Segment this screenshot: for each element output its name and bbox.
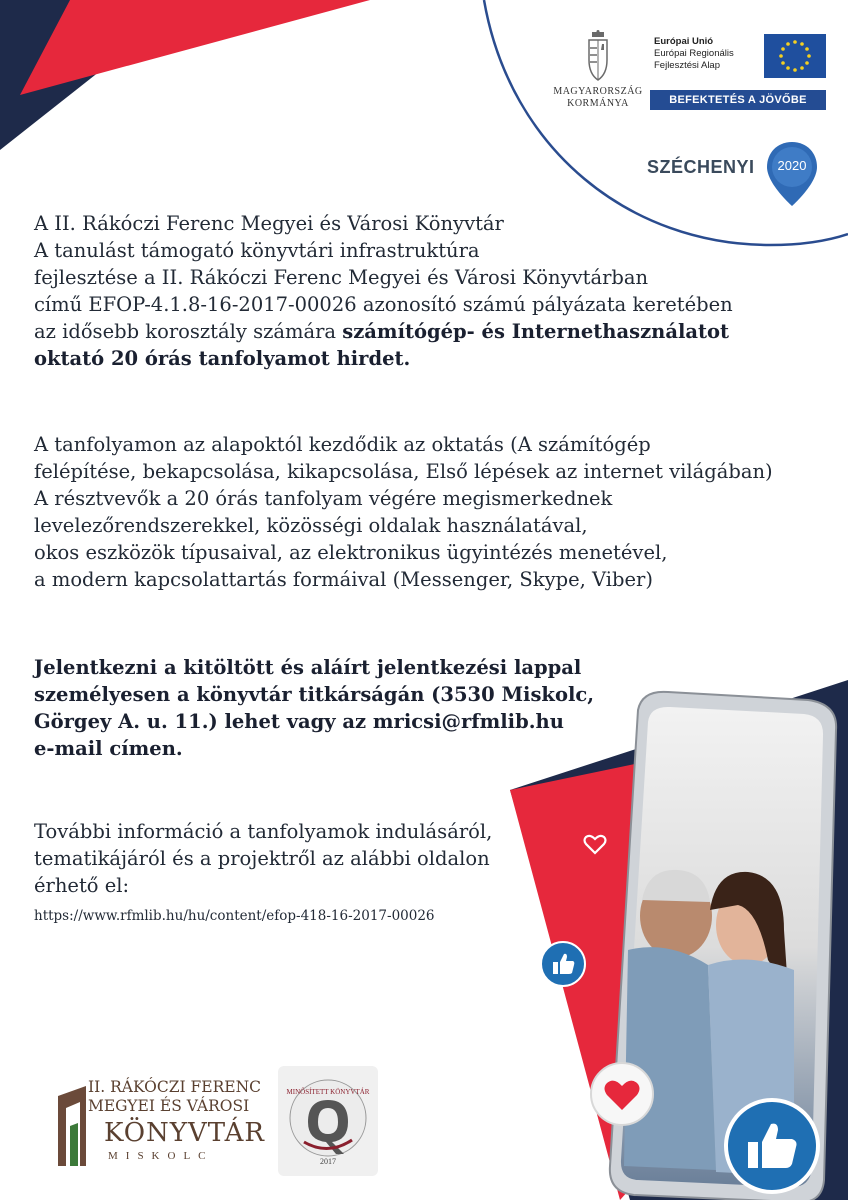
intro-line-6-bold: oktató 20 órás tanfolyamot hirdet.: [34, 347, 411, 370]
info-line-3: érhető el:: [34, 874, 130, 897]
intro-line-5-bold: számítógép- és Internethasználatot: [342, 320, 730, 343]
course-line-4: levelezőrendszerekkel, közösségi oldalak használatával,: [34, 514, 588, 537]
eu-logo-block: [650, 34, 826, 110]
eu-text: [654, 36, 734, 72]
intro-line-6: [34, 345, 733, 372]
library-name-line3: KÖNYVTÁR: [104, 1118, 266, 1148]
paragraph-intro: [34, 210, 733, 372]
gov-name-line2: KORMÁNYA: [567, 98, 629, 109]
info-line-1: További információ a tanfolyamok indulásáról,: [34, 820, 493, 843]
eu-line3: Fejlesztési Alap: [654, 60, 721, 71]
intro-line-5-plain: az idősebb korosztály számára: [34, 320, 343, 343]
eu-flag-icon: [764, 34, 826, 78]
course-line-6: a modern kapcsolattartás formáival (Messenger, Skype, Viber): [34, 568, 653, 591]
paragraph-registration: [34, 654, 594, 762]
library-logo: [56, 1078, 268, 1168]
intro-line-1: A II. Rákóczi Ferenc Megyei és Városi Könyvtár: [34, 212, 504, 235]
eu-line2: Európai Regionális: [654, 48, 734, 59]
hungarian-government-logo: [553, 30, 643, 110]
gov-name-line1: MAGYARORSZÁG: [553, 86, 643, 97]
location-pin-icon: [764, 140, 820, 210]
eu-line1: Európai Unió: [654, 36, 714, 47]
course-line-5: okos eszközök típusaival, az elektronikus ügyintézés menetével,: [34, 541, 668, 564]
paragraph-course: [34, 431, 773, 593]
quality-library-badge: [278, 1066, 378, 1176]
badge-year: 2017: [320, 1157, 336, 1166]
project-url-link[interactable]: https://www.rfmlib.hu/hu/content/efop-418-16-2017-00026: [34, 908, 435, 924]
heart-reaction-icon: [588, 1060, 656, 1128]
library-name-line1: II. RÁKÓCZI FERENC: [88, 1078, 261, 1096]
thumbs-up-small-icon: [539, 940, 587, 988]
course-line-1: A tanfolyamon az alapoktól kezdődik az oktatás (A számítógép: [34, 433, 651, 456]
intro-line-2: A tanulást támogató könyvtári infrastruktúra: [34, 239, 480, 262]
registration-line-3: Görgey A. u. 11.) lehet vagy az mricsi@rfmlib.hu: [34, 710, 564, 733]
paragraph-more-info: [34, 818, 492, 899]
library-name-line2: MEGYEI ÉS VÁROSI: [88, 1097, 250, 1115]
quality-q-icon: [286, 1074, 370, 1168]
thumbs-up-large-icon: [722, 1096, 822, 1196]
registration-line-2: személyesen a könyvtár titkárságán (3530 Miskolc,: [34, 683, 595, 706]
course-line-2: felépítése, bekapcsolása, kikapcsolása, Első lépések az internet világában): [34, 460, 773, 483]
intro-line-5: [34, 318, 733, 345]
registration-line-4: e-mail címen.: [34, 737, 183, 760]
library-city: MISKOLC: [108, 1150, 214, 1162]
course-line-3: A résztvevők a 20 órás tanfolyam végére megismerkednek: [34, 487, 613, 510]
eu-slogan-bar: BEFEKTETÉS A JÖVŐBE: [650, 90, 826, 110]
corner-decoration-top-left: [0, 0, 380, 150]
szechenyi-year: 2020: [777, 158, 807, 173]
info-line-2: tematikájáról és a projektről az alábbi oldalon: [34, 847, 490, 870]
coat-of-arms-icon: [583, 30, 613, 82]
szechenyi-text: SZÉCHENYI: [647, 157, 755, 177]
intro-line-4: című EFOP-4.1.8-16-2017-00026 azonosító számú pályázata keretében: [34, 293, 733, 316]
registration-line-1: Jelentkezni a kitöltött és aláírt jelentkezési lappal: [34, 656, 582, 679]
badge-caption: MINŐSÍTETT KÖNYVTÁR: [286, 1088, 370, 1096]
heart-bubble-icon: [573, 822, 617, 866]
intro-line-3: fejlesztése a II. Rákóczi Ferenc Megyei és Városi Könyvtárban: [34, 266, 649, 289]
